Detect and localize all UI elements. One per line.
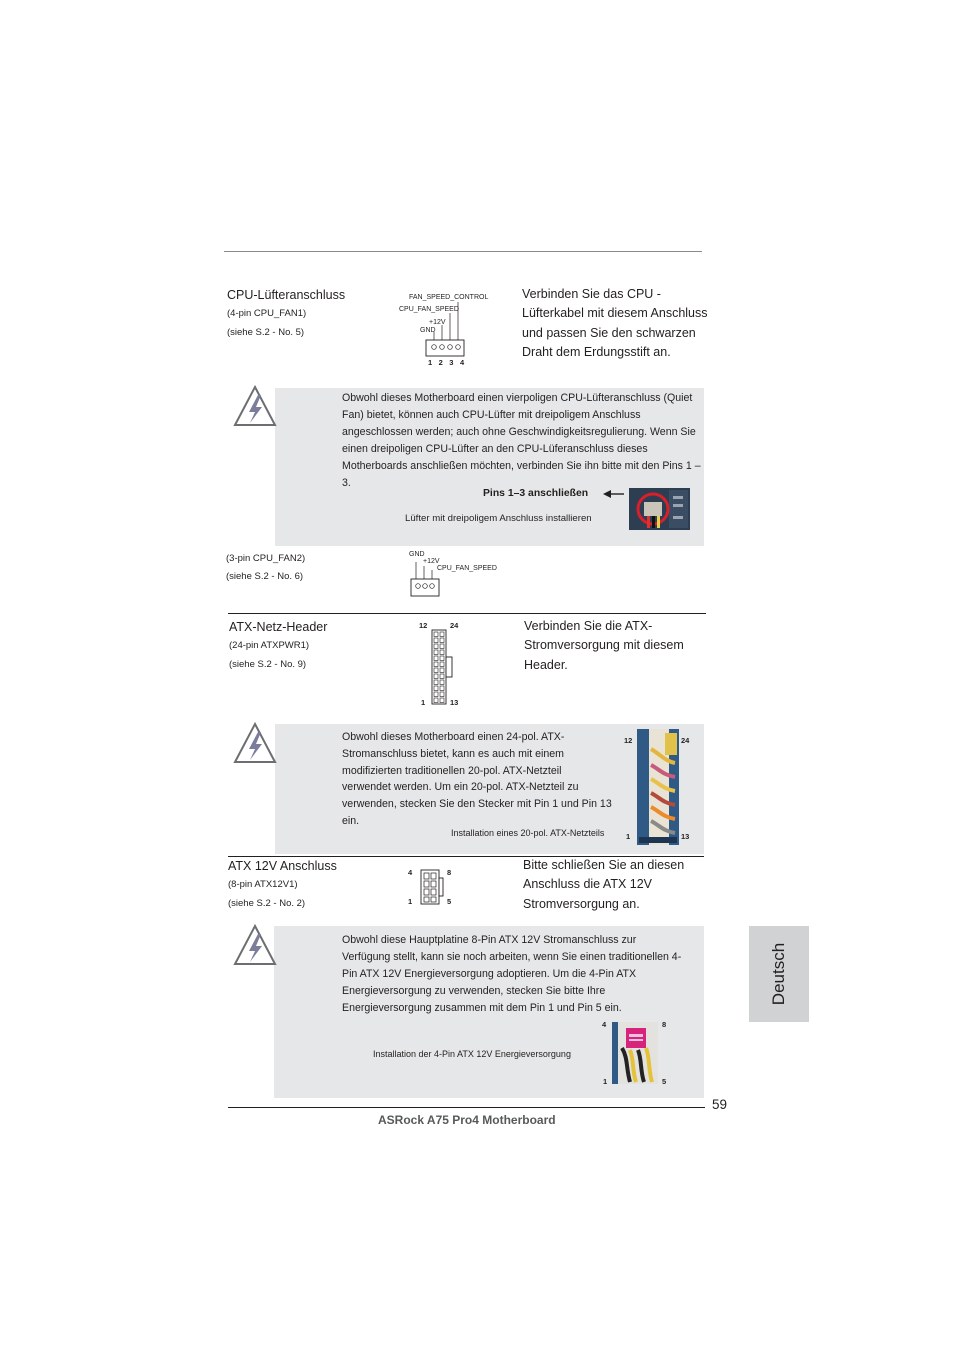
atx12v-label-4: 4 <box>408 868 413 877</box>
cpu-fan-desc: Verbinden Sie das CPU - Lüfterkabel mit diesem Anschluss und passen Sie den schwarzen Draht dem Erdungsstift an. <box>522 287 708 359</box>
atx-plug-photo <box>637 729 679 845</box>
atx-note-caption: Installation eines 20-pol. ATX-Netzteils <box>451 828 605 838</box>
atx-title: ATX-Netz-Header <box>229 620 328 634</box>
cpu-fan2-ref: (siehe S.2 - No. 6) <box>226 571 304 582</box>
label-cpu-fan-speed-2: CPU_FAN_SPEED <box>437 565 497 572</box>
language-tab <box>749 926 809 1022</box>
atx12v-photo-label-8: 8 <box>662 1020 667 1029</box>
atx12v-ref: (siehe S.2 - No. 2) <box>228 898 306 909</box>
cpu-fan-pin: (4-pin CPU_FAN1) <box>227 308 307 319</box>
atx-note-text: Obwohl dieses Motherboard einen 24-pol. ATX-Stromanschluss bietet, kann es auch mit einem modifizierten traditionellen 20-pol. ATX-Netzteil verwendet werden. Um ein 20-pol. ATX-Netzteil zu verwenden, stecken Sie den Stecker mit Pin 1 und Pin 13 ein. <box>342 731 612 827</box>
atx-photo-label-13: 13 <box>681 832 690 841</box>
atx12v-label-1: 1 <box>408 897 413 906</box>
atx-24pin-connector-graphic <box>431 629 455 707</box>
fan-connector-photo <box>629 488 690 530</box>
atx12v-photo-label-4: 4 <box>602 1020 607 1029</box>
atx12v-label-5: 5 <box>447 897 452 906</box>
atx-ref: (siehe S.2 - No. 9) <box>229 659 307 670</box>
atx12v-photo-label-1: 1 <box>603 1077 608 1086</box>
warning-icon <box>233 385 277 427</box>
atx12v-note-text: Obwohl diese Hauptplatine 8-Pin ATX 12V Stromanschluss zur Verfügung stellt, kann sie noch arbeiten, wenn Sie einen traditionellen 4-Pin ATX 12V Energieversorgung adoptieren. Um die 4-Pin ATX Energieversorgung zu verwenden, stecken Sie bitte Ihre Energieversorgung zusammen mit dem Pin 1 und Pin 5 ein. <box>342 934 682 1014</box>
atx12v-desc: Bitte schließen Sie an diesen Anschluss die ATX 12V Stromversorgung an. <box>523 858 685 911</box>
page-number: 59 <box>712 1097 728 1112</box>
label-gnd-2: GND <box>409 551 425 558</box>
label-cpu-fan-speed: CPU_FAN_SPEED <box>399 306 459 313</box>
atx-label-12: 12 <box>419 621 428 630</box>
cpu-fan-ref: (siehe S.2 - No. 5) <box>227 327 305 338</box>
language-tab-label: Deutsch <box>769 942 788 1006</box>
arrow-left-icon <box>603 489 625 499</box>
label-gnd: GND <box>420 327 436 334</box>
atx-photo-label-1: 1 <box>626 832 631 841</box>
atx-desc: Verbinden Sie die ATX-Stromversorgung mit diesem Header. <box>524 619 684 672</box>
label-12v-2: +12V <box>423 558 440 565</box>
atx12v-pin: (8-pin ATX12V1) <box>228 879 298 890</box>
atx12v-note-caption: Installation der 4-Pin ATX 12V Energieversorgung <box>373 1049 571 1059</box>
atx-pin: (24-pin ATXPWR1) <box>229 640 310 651</box>
atx-rule <box>228 613 706 614</box>
cpu-fan-note-text: Obwohl dieses Motherboard einen vierpoligen CPU-Lüfteranschluss (Quiet Fan) bietet, können auch CPU-Lüfter mit dreipoligem Anschluss angeschlossen werden; auch ohne Geschwindigkeitsregulierung. Wenn Sie einen dreipoligen CPU-Lüfter an den CPU-Lüferanschluss dieses Motherboards anschließen möchten, verbinden Sie ihn bitte mit den Pins 1 – 3. <box>342 392 701 489</box>
atx-label-24: 24 <box>450 621 459 630</box>
cpu-fan-title: CPU-Lüfteranschluss <box>227 288 346 302</box>
warning-icon <box>233 924 277 966</box>
top-rule <box>224 251 702 252</box>
warning-icon <box>233 722 277 764</box>
atx-photo-label-12: 12 <box>624 736 633 745</box>
atx12v-label-8: 8 <box>447 868 452 877</box>
cpu-fan-note-bold-label: Pins 1–3 anschließen <box>483 488 589 499</box>
footer-product-name: ASRock A75 Pro4 Motherboard <box>378 1113 556 1127</box>
atx-label-1: 1 <box>421 698 426 707</box>
atx-photo-label-24: 24 <box>681 736 690 745</box>
atx12v-plug-photo <box>612 1022 658 1084</box>
label-12v: +12V <box>429 319 446 326</box>
atx-label-13: 13 <box>450 698 459 707</box>
label-fan-speed-control: FAN_SPEED_CONTROL <box>409 294 489 301</box>
cpu-fan-note-caption: Lüfter mit dreipoligem Anschluss installieren <box>405 513 592 524</box>
cpu-fan2-pin: (3-pin CPU_FAN2) <box>226 553 306 564</box>
cpu-fan2-connector-graphic <box>410 560 442 598</box>
atx12v-photo-label-5: 5 <box>662 1077 667 1086</box>
cpu-fan-pin-numbers: 1 2 3 4 <box>428 358 467 367</box>
cpu-fan-connector-graphic <box>424 300 468 360</box>
footer-rule <box>228 1107 705 1108</box>
atx12v-8pin-connector-graphic <box>420 869 444 907</box>
atx12v-title: ATX 12V Anschluss <box>228 859 337 873</box>
